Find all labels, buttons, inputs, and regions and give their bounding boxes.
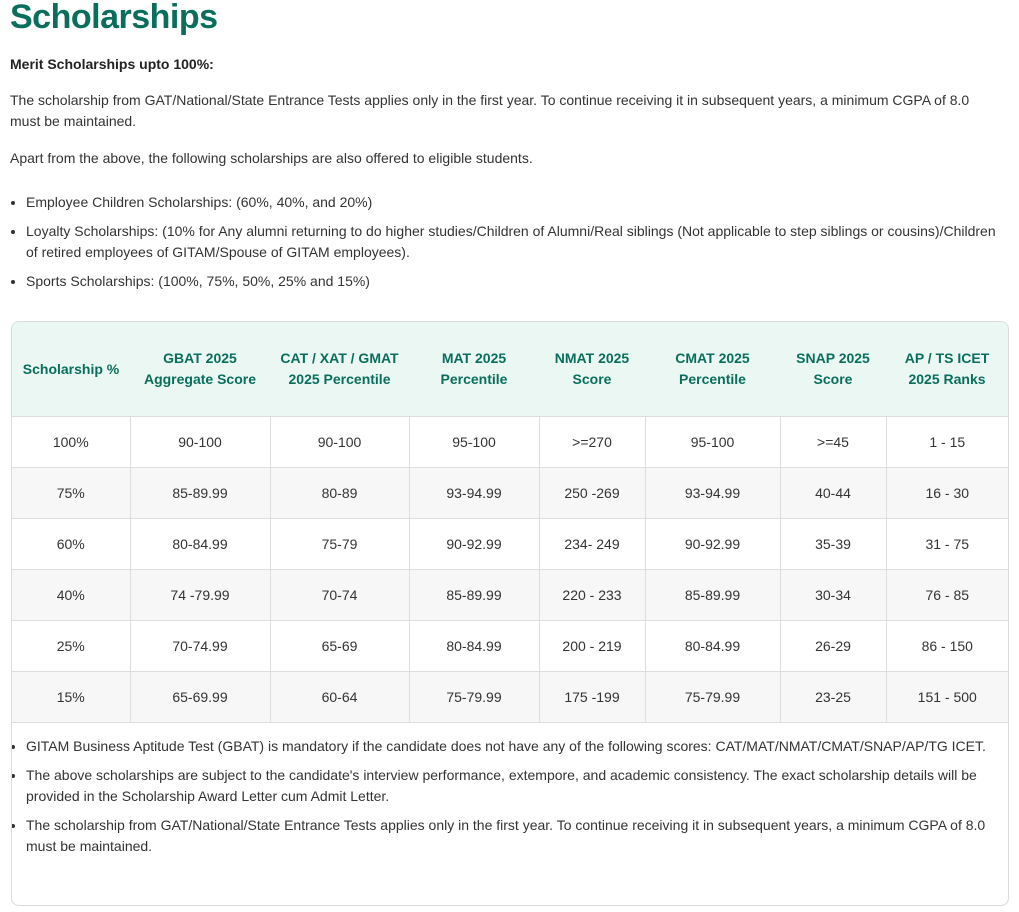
list-item-sports: • Sports Scholarships: (100%, 75%, 50%, 25% and 15%): [26, 271, 1006, 292]
table-cell: 100%: [12, 417, 130, 468]
table-row: [12, 621, 1008, 672]
table-cell: 234- 249: [539, 519, 645, 570]
table-row: [12, 519, 1008, 570]
other-scholarships-paragraph: Apart from the above, the following scholarships are also offered to eligible students.: [10, 150, 533, 166]
table-cell: 220 - 233: [539, 570, 645, 621]
table-cell: 93-94.99: [409, 468, 539, 519]
table-cell: 35-39: [780, 519, 886, 570]
table-cell: 40%: [12, 570, 130, 621]
table-row: [12, 468, 1008, 519]
table-cell: 25%: [12, 621, 130, 672]
scholarship-table-card: [11, 321, 1009, 906]
table-cell: 80-84.99: [409, 621, 539, 672]
table-cell: 86 - 150: [886, 621, 1008, 672]
table-cell: 85-89.99: [409, 570, 539, 621]
table-cell: 80-84.99: [645, 621, 780, 672]
table-cell: 90-100: [270, 417, 409, 468]
note-gbat-mandatory: • GITAM Business Aptitude Test (GBAT) is mandatory if the candidate does not have any of the following scores: CAT/MAT/NMAT/CMAT/SNAP/AP/TG ICET.: [26, 736, 996, 757]
table-cell: 93-94.99: [645, 468, 780, 519]
table-cell: 75-79: [270, 519, 409, 570]
table-header-row: [12, 322, 1008, 417]
scholarship-types-list: [10, 192, 1006, 300]
table-cell: 30-34: [780, 570, 886, 621]
table-cell: 1 - 15: [886, 417, 1008, 468]
col-header-gbat: GBAT 2025 Aggregate Score: [130, 322, 270, 417]
table-cell: 15%: [12, 672, 130, 723]
table-cell: 85-89.99: [130, 468, 270, 519]
table-row: [12, 570, 1008, 621]
table-cell: >=270: [539, 417, 645, 468]
table-cell: 75%: [12, 468, 130, 519]
table-cell: 75-79.99: [409, 672, 539, 723]
table-cell: 90-92.99: [409, 519, 539, 570]
table-cell: 70-74: [270, 570, 409, 621]
col-header-cat-xat-gmat: CAT / XAT / GMAT 2025 Percentile: [270, 322, 409, 417]
table-cell: 26-29: [780, 621, 886, 672]
table-cell: 31 - 75: [886, 519, 1008, 570]
table-cell: >=45: [780, 417, 886, 468]
table-cell: 95-100: [645, 417, 780, 468]
table-cell: 95-100: [409, 417, 539, 468]
table-row: [12, 417, 1008, 468]
table-cell: 80-89: [270, 468, 409, 519]
scholarship-table: [12, 322, 1008, 723]
table-cell: 151 - 500: [886, 672, 1008, 723]
col-header-scholarship: Scholarship %: [12, 322, 130, 417]
table-cell: 74 -79.99: [130, 570, 270, 621]
table-notes-list: [12, 736, 1006, 865]
col-header-cmat: CMAT 2025 Percentile: [645, 322, 780, 417]
table-cell: 85-89.99: [645, 570, 780, 621]
table-cell: 75-79.99: [645, 672, 780, 723]
table-cell: 90-92.99: [645, 519, 780, 570]
col-header-icet: AP / TS ICET 2025 Ranks: [886, 322, 1008, 417]
list-item-loyalty: • Loyalty Scholarships: (10% for Any alumni returning to do higher studies/Children of Alumni/Real siblings (Not applicable to step siblings or cousins)/Children of retired employees of GITAM/Spouse of GITAM employees).: [26, 221, 1006, 263]
table-row: [12, 672, 1008, 723]
intro-paragraph: The scholarship from GAT/National/State Entrance Tests applies only in the first year. To continue receiving it in subsequent years, a minimum CGPA of 8.0 must be maintained.: [10, 92, 970, 129]
col-header-mat: MAT 2025 Percentile: [409, 322, 539, 417]
table-cell: 80-84.99: [130, 519, 270, 570]
table-cell: 65-69: [270, 621, 409, 672]
table-cell: 90-100: [130, 417, 270, 468]
table-cell: 76 - 85: [886, 570, 1008, 621]
table-cell: 60-64: [270, 672, 409, 723]
table-cell: 250 -269: [539, 468, 645, 519]
page-title: Scholarships: [10, 0, 218, 36]
table-cell: 40-44: [780, 468, 886, 519]
table-cell: 175 -199: [539, 672, 645, 723]
merit-subheading: Merit Scholarships upto 100%:: [10, 56, 214, 72]
table-cell: 70-74.99: [130, 621, 270, 672]
table-cell: 60%: [12, 519, 130, 570]
table-cell: 200 - 219: [539, 621, 645, 672]
table-cell: 65-69.99: [130, 672, 270, 723]
note-first-year-only: • The scholarship from GAT/National/State Entrance Tests applies only in the first year. To continue receiving it in subsequent years, a minimum CGPA of 8.0 must be maintained.: [26, 815, 996, 857]
table-cell: 16 - 30: [886, 468, 1008, 519]
note-interview-performance: • The above scholarships are subject to the candidate's interview performance, extempore, and academic consistency. The exact scholarship details will be provided in the Scholarship Award Letter cum Admit Letter.: [26, 765, 996, 807]
col-header-snap: SNAP 2025 Score: [780, 322, 886, 417]
table-cell: 23-25: [780, 672, 886, 723]
col-header-nmat: NMAT 2025 Score: [539, 322, 645, 417]
list-item-employee-children: • Employee Children Scholarships: (60%, 40%, and 20%): [26, 192, 1006, 213]
